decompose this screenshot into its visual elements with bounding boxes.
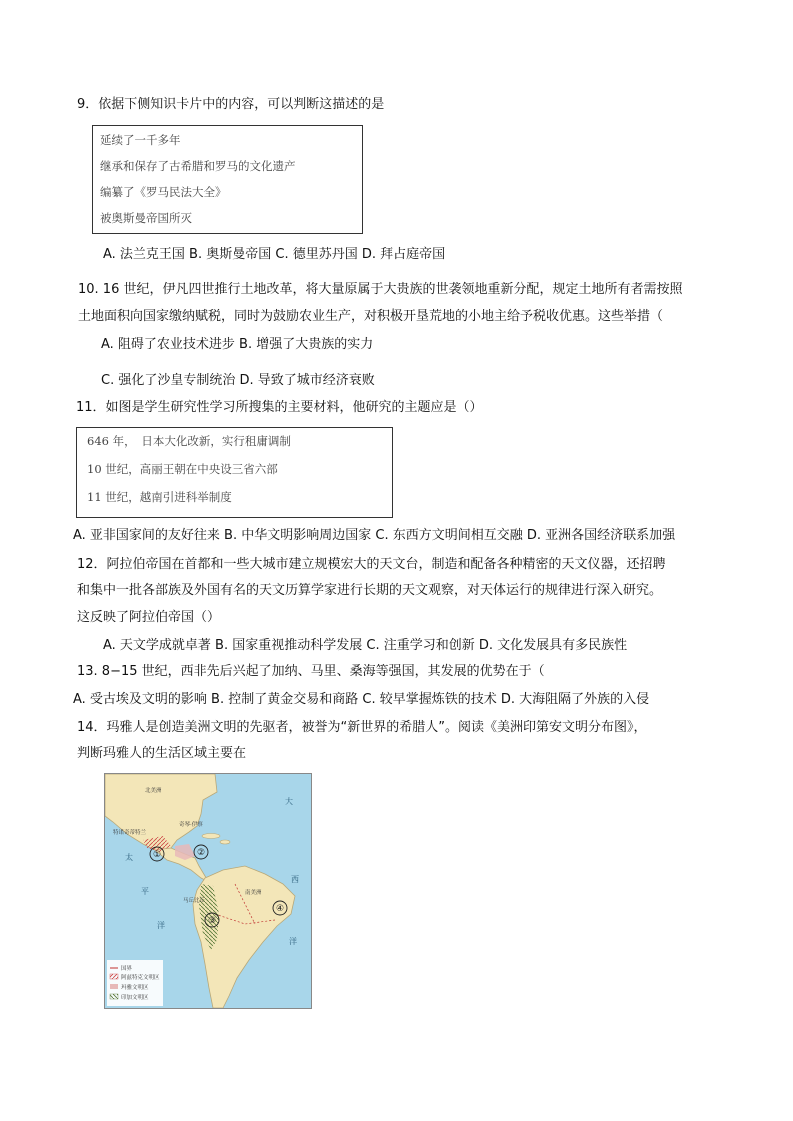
label-pacific: 洋 bbox=[157, 921, 165, 930]
q10-stem-line: 土地面积向国家缴纳赋税，同时为鼓励农业生产，对积极开垦荒地的小地主给予税收优惠。这些举措（ bbox=[78, 309, 664, 324]
label-pacific: 平 bbox=[141, 887, 149, 896]
legend-label: 玛雅文明区 bbox=[121, 985, 149, 991]
q9-card-line: 延续了一千多年 bbox=[100, 133, 181, 147]
q11-stem: 11．如图是学生研究性学习所搜集的主要材料，他研究的主题应是（） bbox=[76, 400, 483, 415]
q11-card-line: 646 年， 日本大化改新，实行租庸调制 bbox=[87, 434, 291, 448]
caribbean-island bbox=[220, 840, 230, 844]
q10-options-line: A. 阻碍了农业技术进步 B. 增强了大贵族的实力 bbox=[101, 337, 374, 352]
q9-card-line: 继承和保存了古希腊和罗马的文化遗产 bbox=[100, 159, 296, 173]
q11-material-card bbox=[76, 427, 393, 518]
americas-civilization-map bbox=[104, 773, 312, 1009]
q10-stem-line: 10. 16 世纪，伊凡四世推行土地改革，将大量原属于大贵族的世袭领地重新分配，规定土地所有者需按照 bbox=[78, 282, 683, 297]
map-legend bbox=[107, 960, 163, 1006]
label-south-america: 南美洲 bbox=[245, 890, 262, 896]
q10-options-line: C. 强化了沙皇专制统治 D. 导致了城市经济衰败 bbox=[101, 373, 375, 388]
q9-card-line: 被奥斯曼帝国所灭 bbox=[100, 211, 192, 225]
label-tenochtitlan: 特诺奇蒂特兰 bbox=[113, 830, 147, 836]
q11-card-line: 11 世纪，越南引进科举制度 bbox=[87, 490, 232, 504]
q14-stem-line: 判断玛雅人的生活区域主要在 bbox=[77, 746, 247, 761]
marker-2: ② bbox=[196, 848, 206, 858]
q12-stem-line: 这反映了阿拉伯帝国（） bbox=[77, 610, 221, 625]
q13-options: A. 受古埃及文明的影响 B. 控制了黄金交易和商路 C. 较早掌握炼铁的技术 D. 大海阻隔了外族的入侵 bbox=[73, 692, 650, 707]
label-pacific: 太 bbox=[125, 853, 133, 862]
label-machu-picchu: 马丘比丘 bbox=[183, 898, 206, 904]
q9-stem: 9．依据下侧知识卡片中的内容，可以判断这描述的是 bbox=[77, 97, 385, 112]
q9-options: A. 法兰克王国 B. 奥斯曼帝国 C. 德里苏丹国 D. 拜占庭帝国 bbox=[103, 247, 446, 262]
q9-card-line: 编纂了《罗马民法大全》 bbox=[100, 185, 227, 199]
legend-label: 国界 bbox=[121, 966, 133, 972]
legend-label: 阿兹特克文明区 bbox=[121, 975, 160, 981]
marker-1: ① bbox=[152, 850, 162, 860]
q13-stem: 13. 8−15 世纪，西非先后兴起了加纳、马里、桑海等强国，其发展的优势在于（ bbox=[77, 664, 545, 679]
label-north-america: 北美洲 bbox=[145, 788, 162, 794]
q9-knowledge-card bbox=[92, 125, 363, 234]
legend-label: 印加文明区 bbox=[121, 995, 149, 1001]
marker-3: ③ bbox=[207, 916, 217, 926]
label-atlantic: 洋 bbox=[289, 937, 297, 946]
q11-card-line: 10 世纪，高丽王朝在中央设三省六部 bbox=[87, 462, 278, 476]
q12-stem-line: 12．阿拉伯帝国在首都和一些大城市建立规模宏大的天文台，制造和配备各种精密的天文仪器，还招聘 bbox=[77, 557, 666, 572]
q14-stem-line: 14．玛雅人是创造美洲文明的先驱者，被誉为“新世界的希腊人”。阅读《美洲印第安文明分布图》， bbox=[77, 720, 647, 735]
q12-stem-line: 和集中一批各部族及外国有名的天文历算学家进行长期的天文观察，对天体运行的规律进行深入研究。 bbox=[77, 583, 663, 598]
q12-options: A. 天文学成就卓著 B. 国家重视推动科学发展 C. 注重学习和创新 D. 文化发展具有多民族性 bbox=[103, 638, 628, 653]
label-chichen-itza: 奇琴·伊察 bbox=[179, 822, 203, 828]
map-graphic bbox=[105, 774, 311, 1008]
label-atlantic: 大 bbox=[285, 797, 293, 806]
label-atlantic: 西 bbox=[291, 875, 299, 884]
q11-options: A. 亚非国家间的友好往来 B. 中华文明影响周边国家 C. 东西方文明间相互交融 D. 亚洲各国经济联系加强 bbox=[73, 528, 676, 543]
caribbean-island bbox=[202, 834, 220, 839]
marker-4: ④ bbox=[275, 904, 285, 914]
